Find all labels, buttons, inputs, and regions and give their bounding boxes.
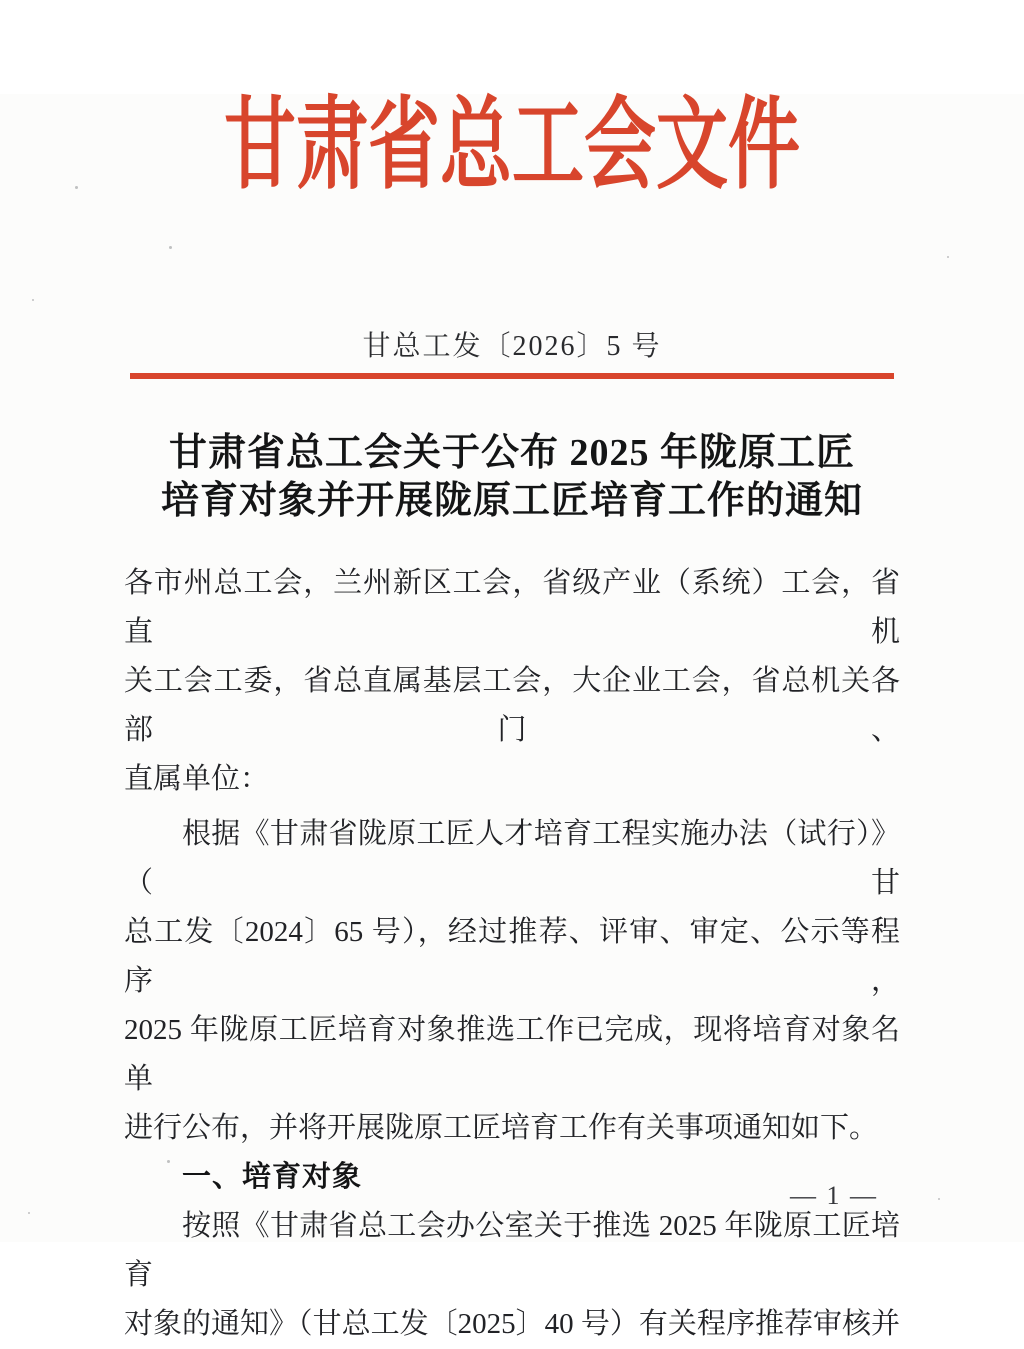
salutation-line: 关工会工委，省总直属基层工会，大企业工会，省总机关各部门、: [124, 665, 900, 746]
salutation-line: 直属单位：: [124, 763, 270, 795]
masthead: [0, 90, 1024, 201]
section-heading-cultivation-targets: 一、培育对象: [182, 1161, 363, 1193]
document-title-line2: 培育对象并开展陇原工匠培育工作的通知: [160, 480, 863, 522]
document-title: [0, 429, 1024, 525]
body-line: 总工发〔2024〕65 号），经过推荐、评审、审定、公示等程序，: [124, 916, 900, 997]
salutation-paragraph: [124, 559, 900, 804]
selection-paragraph: [124, 1202, 900, 1349]
scan-speck: [28, 1212, 30, 1214]
document-body: [124, 559, 900, 1349]
red-divider-rule: [130, 373, 894, 379]
page-number: — 1 —: [790, 1181, 878, 1210]
salutation-line: 各市州总工会，兰州新区工会，省级产业（系统）工会，省直机: [124, 567, 900, 648]
body-line: 根据《甘肃省陇原工匠人才培育工程实施办法（试行）》（甘: [124, 818, 900, 899]
scan-speck: [938, 1198, 940, 1200]
body-line: 2025 年陇原工匠培育对象推选工作已完成，现将培育对象名单: [124, 1014, 900, 1095]
document-title-line1: 甘肃省总工会关于公布 2025 年陇原工匠: [168, 432, 855, 474]
scan-speck: [167, 1160, 170, 1163]
masthead-title: 甘肃省总工会文件: [224, 90, 800, 201]
document-page: [0, 90, 1024, 1340]
body-line: 按照《甘肃省总工会办公室关于推选 2025 年陇原工匠培育: [124, 1210, 900, 1291]
scan-speck: [947, 256, 949, 258]
body-line: 进行公布，并将开展陇原工匠培育工作有关事项通知如下。: [124, 1112, 879, 1144]
doc-number: 甘总工发〔2026〕5 号: [362, 331, 662, 362]
scan-speck: [32, 299, 34, 301]
scan-speck: [75, 186, 78, 189]
basis-paragraph: [124, 810, 900, 1153]
scan-speck: [169, 246, 172, 249]
body-line: 对象的通知》（甘总工发〔2025〕40 号）有关程序推荐审核并: [124, 1308, 900, 1340]
